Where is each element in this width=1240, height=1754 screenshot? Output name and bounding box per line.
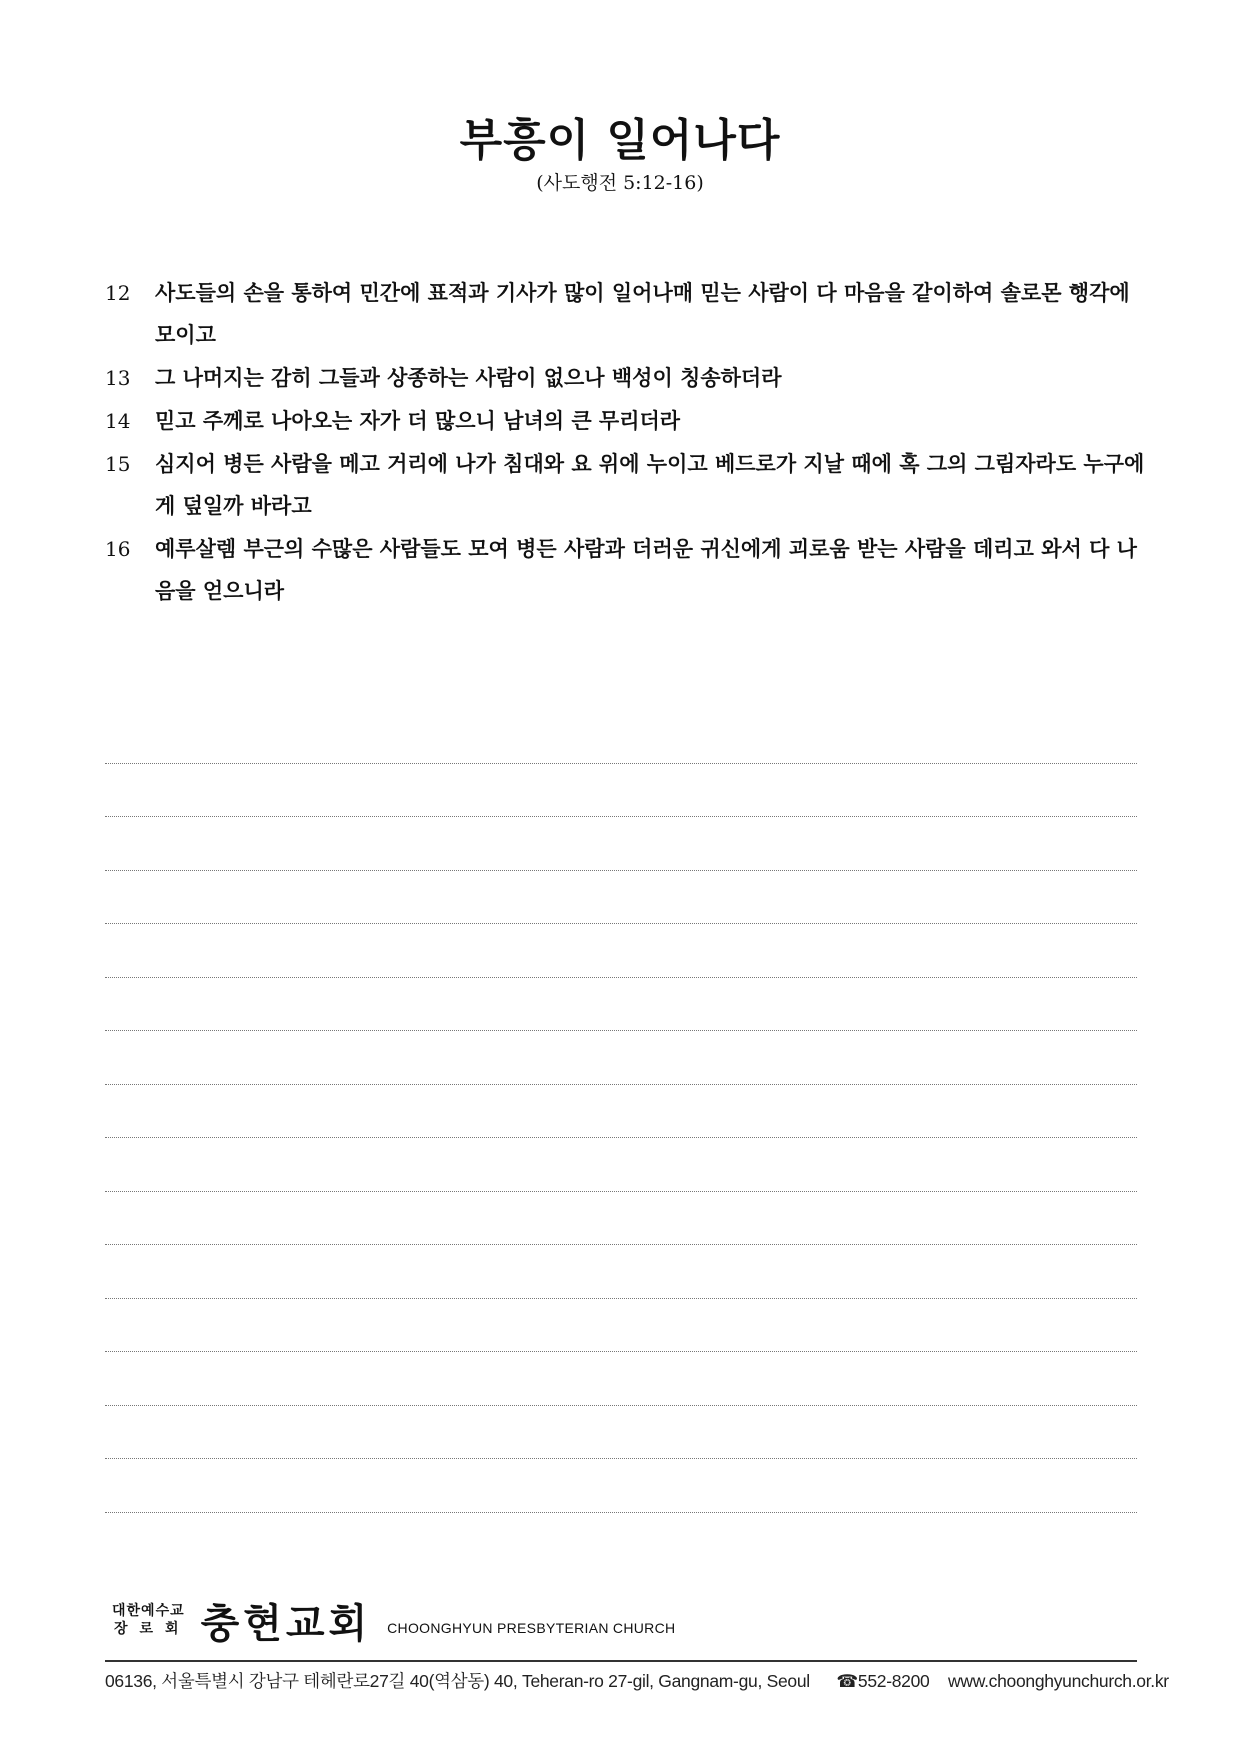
note-line	[105, 1031, 1137, 1085]
note-line	[105, 1459, 1137, 1513]
verse-number: 15	[105, 452, 131, 476]
scripture-reference: (사도행전 5:12-16)	[536, 172, 704, 194]
church-website-link[interactable]: www.choonghyunchurch.or.kr	[948, 1671, 1169, 1691]
note-line	[105, 871, 1137, 925]
note-line	[105, 764, 1137, 818]
note-line	[105, 1299, 1137, 1353]
verse-number: 16	[105, 537, 131, 561]
verse-number: 14	[105, 409, 131, 433]
note-line	[105, 978, 1137, 1032]
verse-number: 13	[105, 366, 131, 390]
verse-text: 심지어 병든 사람을 메고 거리에 나가 침대와 요 위에 누이고 베드로가 지날 때에 혹 그의 그림자라도 누구에게 덮일까 바라고	[155, 451, 1145, 518]
verse-16	[105, 528, 1145, 612]
verse-14	[105, 400, 1145, 442]
church-name-english: CHOONGHYUN PRESBYTERIAN CHURCH	[387, 1620, 676, 1636]
note-line	[105, 1245, 1137, 1299]
verse-list	[105, 272, 1145, 613]
verse-15	[105, 443, 1145, 527]
note-line	[105, 1138, 1137, 1192]
verse-12	[105, 272, 1145, 356]
note-line	[105, 924, 1137, 978]
verse-number: 12	[105, 281, 131, 305]
footer-divider	[105, 1660, 1137, 1662]
note-line	[105, 1192, 1137, 1246]
verse-text: 예루살렘 부근의 수많은 사람들도 모여 병든 사람과 더러운 귀신에게 괴로움 받는 사람을 데리고 와서 다 나음을 얻으니라	[155, 536, 1137, 603]
denomination-line-1: 대한예수교	[112, 1603, 185, 1619]
page-title: 부흥이 일어나다	[459, 115, 781, 166]
church-logo-name: 충현교회	[200, 1599, 372, 1647]
church-logo	[112, 1590, 675, 1650]
note-line	[105, 1352, 1137, 1406]
verse-text: 사도들의 손을 통하여 민간에 표적과 기사가 많이 일어나매 믿는 사람이 다 마음을 같이하여 솔로몬 행각에 모이고	[155, 280, 1130, 347]
verse-text: 믿고 주께로 나아오는 자가 더 많으니 남녀의 큰 무리더라	[155, 408, 681, 433]
note-line	[105, 710, 1137, 764]
verse-text: 그 나머지는 감히 그들과 상종하는 사람이 없으나 백성이 칭송하더라	[155, 365, 782, 390]
denomination-mark	[112, 1602, 191, 1638]
church-phone: ☎552-8200	[836, 1671, 930, 1691]
note-line	[105, 1085, 1137, 1139]
denomination-line-2: 장로회	[114, 1621, 191, 1637]
note-line	[105, 817, 1137, 871]
note-lines	[105, 710, 1137, 1513]
footer-contact	[105, 1668, 1169, 1693]
note-line	[105, 1406, 1137, 1460]
verse-13	[105, 357, 1145, 399]
church-address: 06136, 서울특별시 강남구 테헤란로27길 40(역삼동) 40, Teheran-ro 27-gil, Gangnam-gu, Seoul	[105, 1671, 810, 1691]
